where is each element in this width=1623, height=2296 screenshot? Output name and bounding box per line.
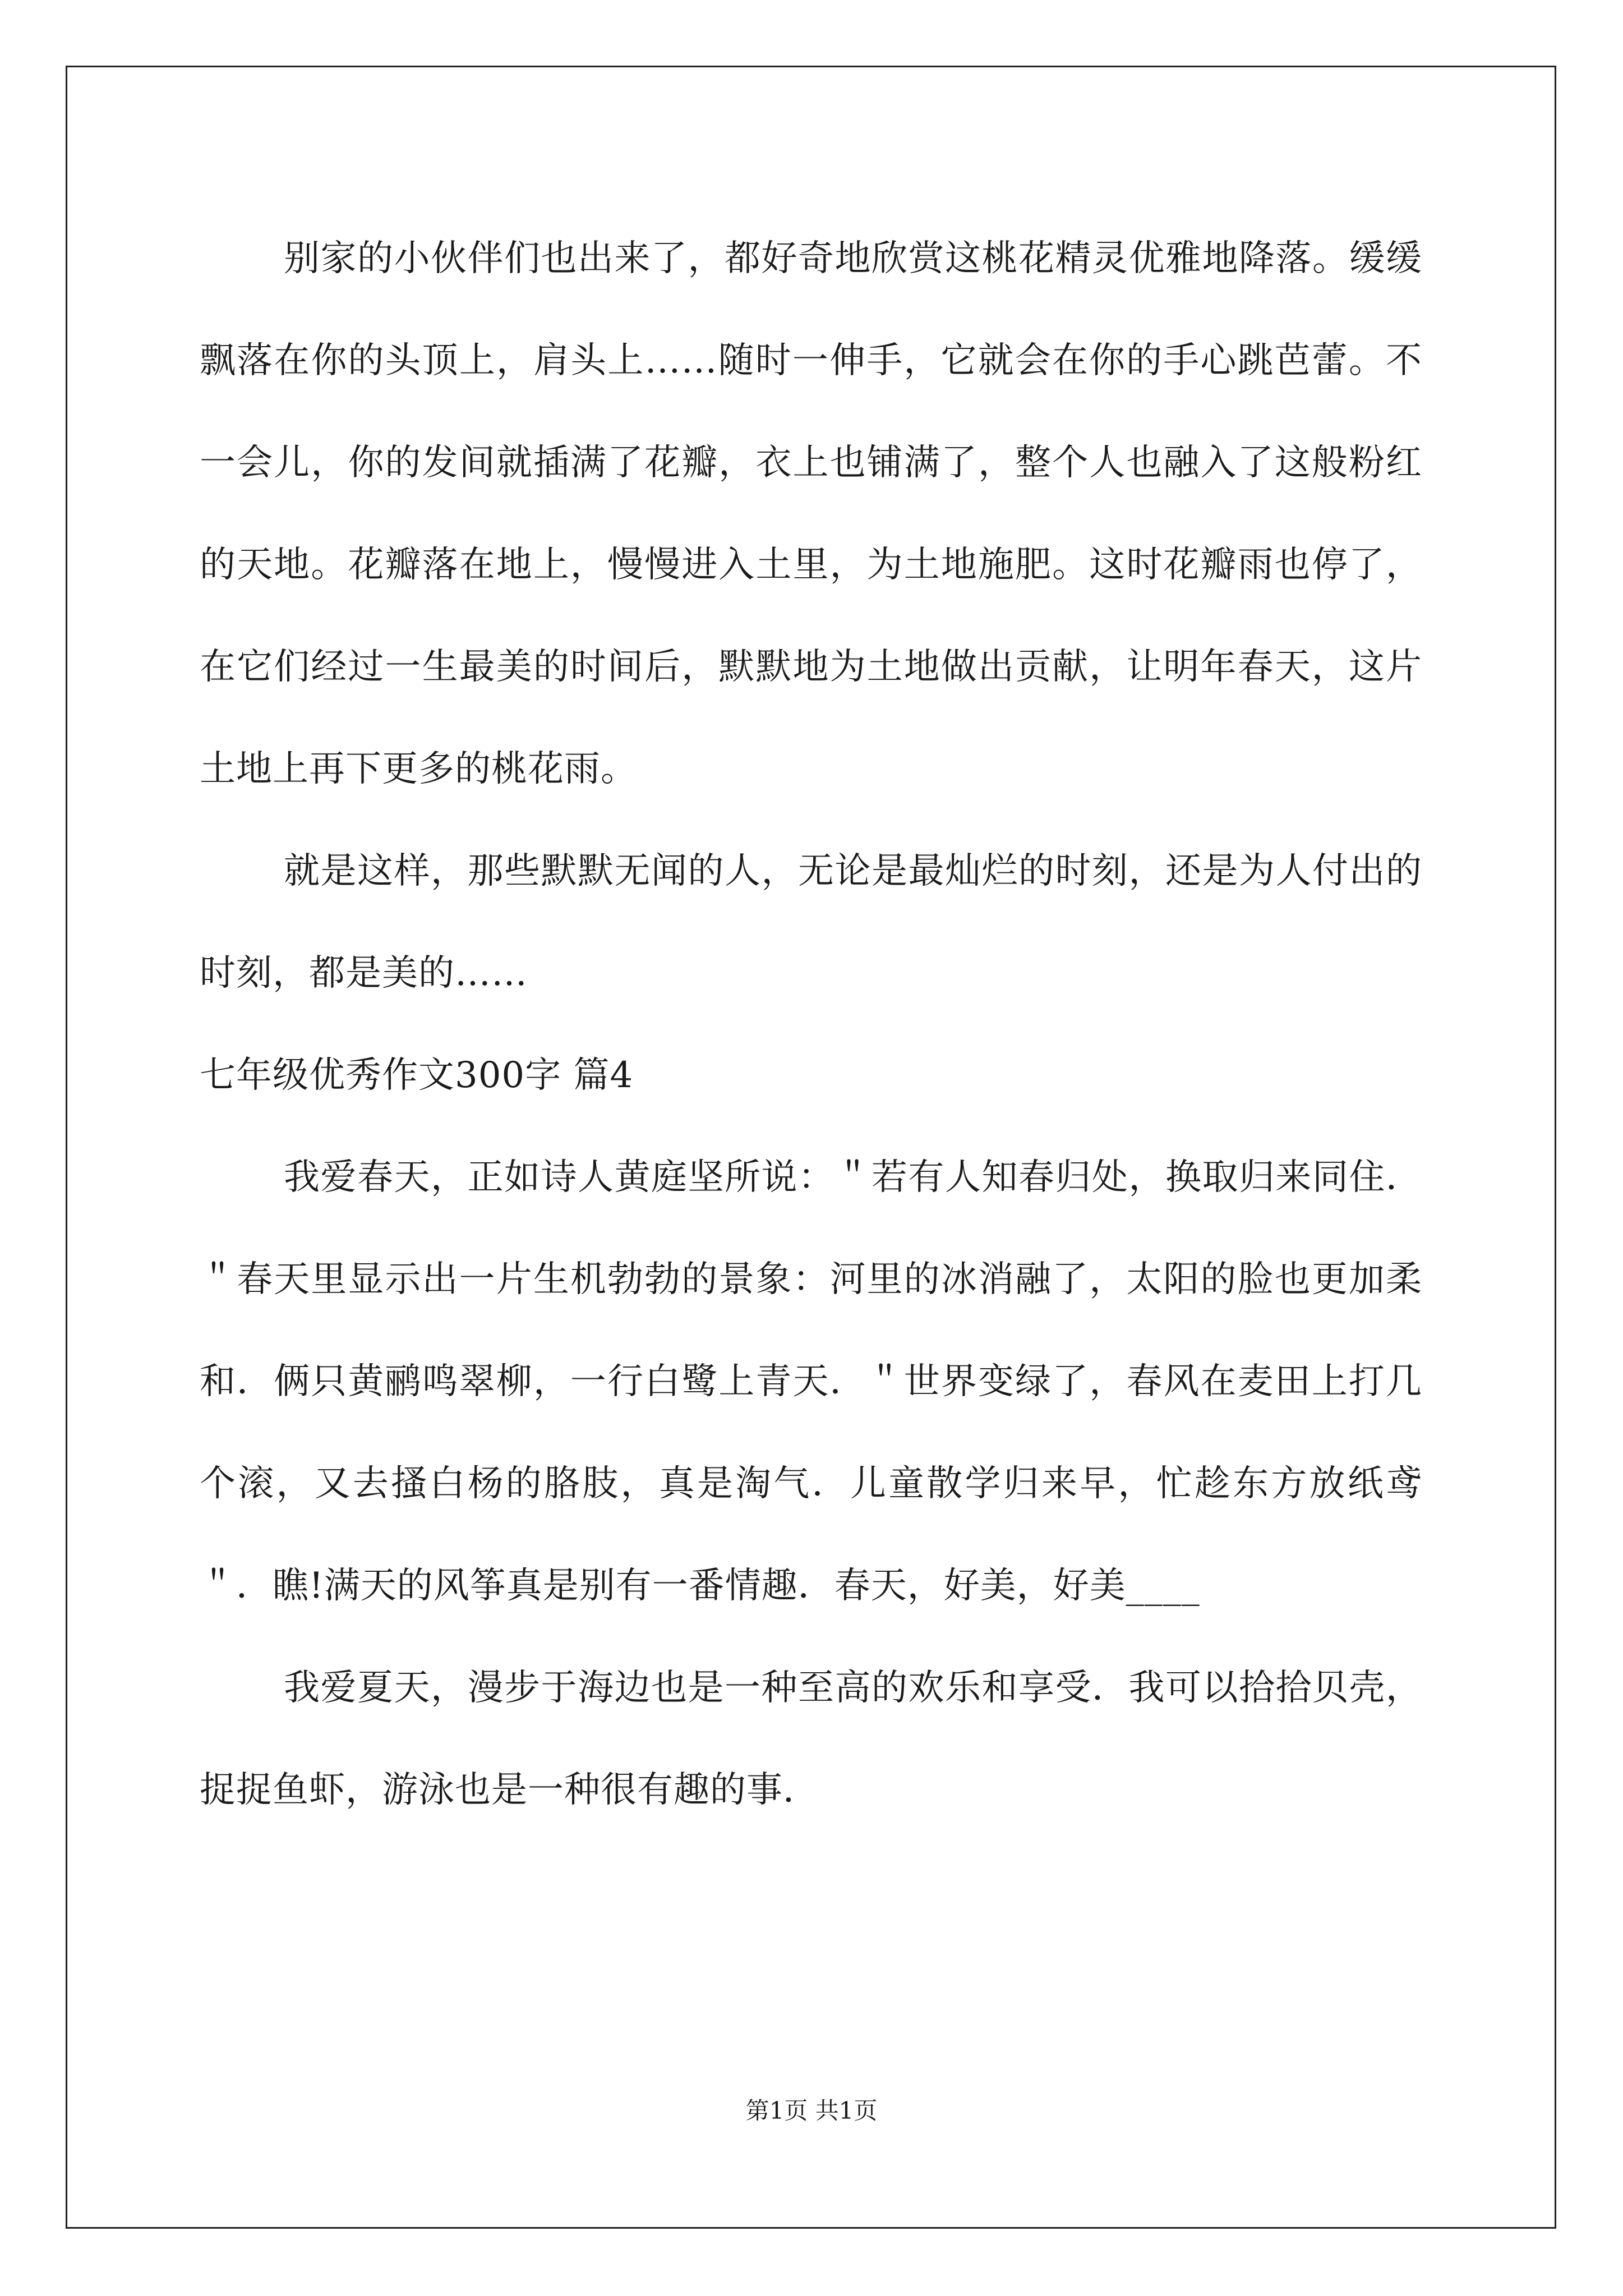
section-heading: 七年级优秀作文300字 篇4 xyxy=(200,1055,634,1096)
paragraph: 就是这样，那些默默无闻的人，无论是最灿烂的时刻，还是为人付出的时刻，都是美的…… xyxy=(200,850,1422,994)
paragraph: 我爱春天，正如诗人黄庭坚所说：＂若有人知春归处，换取归来同住．＂春天里显示出一片生机勃勃的景象：河里的冰消融了，太阳的脸也更加柔和．俩只黄鹂鸣翠柳，一行白鹭上青天．＂世界变绿了，春风在麦田上打几个滚，又去搔白杨的胳肢，真是淘气．儿童散学归来早，忙趁东方放纸鸢＂．瞧!满天的风筝真是别有一番情趣．春天，好美，好美____ xyxy=(200,1157,1422,1607)
document-body xyxy=(200,208,1422,1841)
paragraph: 别家的小伙伴们也出来了，都好奇地欣赏这桃花精灵优雅地降落。缓缓飘落在你的头顶上，肩头上……随时一伸手，它就会在你的手心跳芭蕾。不一会儿，你的发间就插满了花瓣，衣上也铺满了，整个人也融入了这般粉红的天地。花瓣落在地上，慢慢进入土里，为土地施肥。这时花瓣雨也停了，在它们经过一生最美的时间后，默默地为土地做出贡献，让明年春天，这片土地上再下更多的桃花雨。 xyxy=(200,238,1422,790)
page-footer: 第1页 共1页 xyxy=(745,2097,878,2124)
paragraph: 我爱夏天，漫步于海边也是一种至高的欢乐和享受．我可以拾拾贝壳，捉捉鱼虾，游泳也是一种很有趣的事． xyxy=(200,1667,1422,1811)
